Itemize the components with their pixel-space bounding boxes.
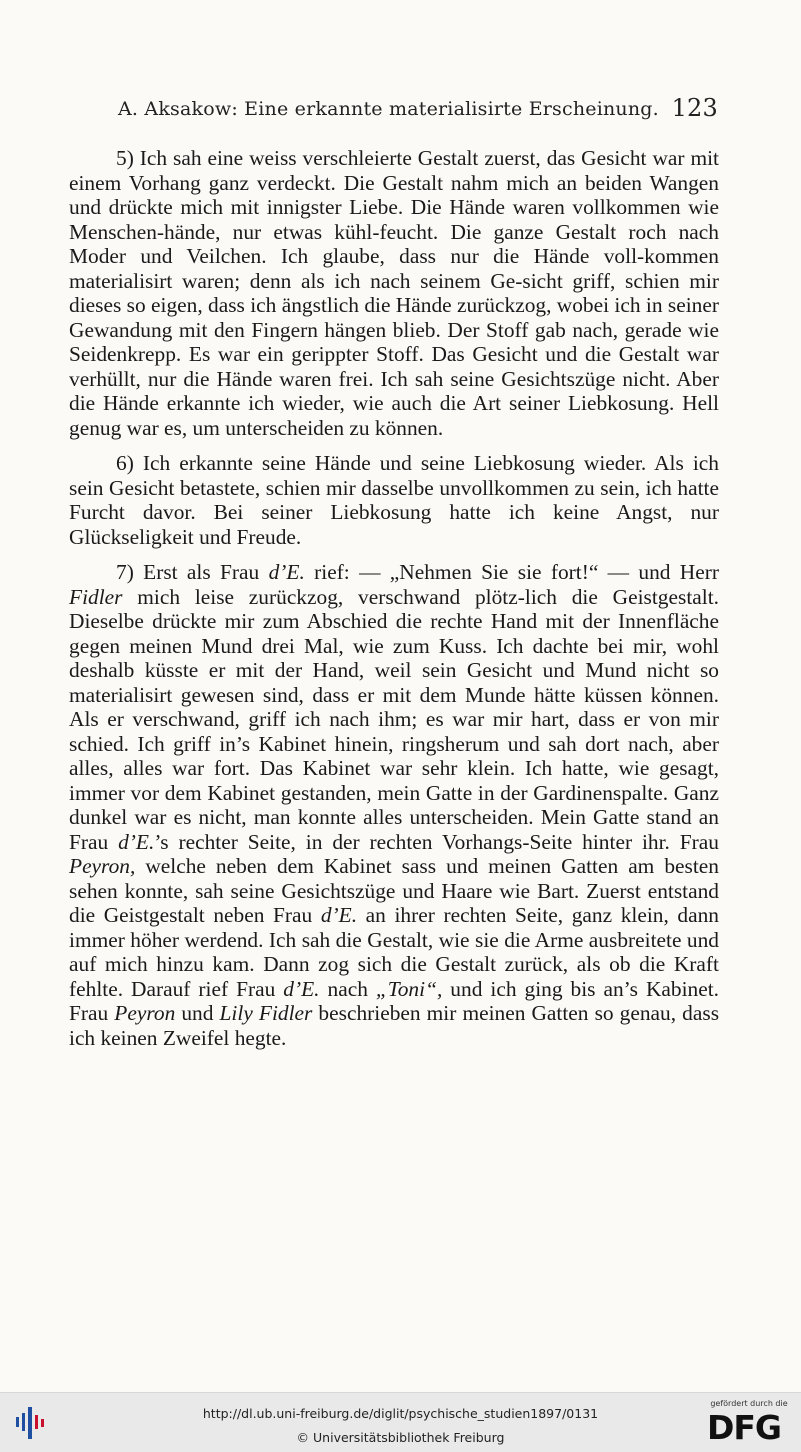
copyright-notice: © Universitätsbibliothek Freiburg bbox=[296, 1430, 505, 1445]
text-run: welche neben dem Kabinet sass und meinen Gatten am besten sehen konnte, sah seine Gesichtszüge und Haare wie Bart. Zuerst entstand die Geistgestalt neben Frau bbox=[69, 854, 719, 927]
dfg-logo-text: DFG bbox=[707, 1408, 782, 1447]
running-title: A. Aksakow: Eine erkannte materialisirte Erscheinung. bbox=[118, 98, 659, 120]
name-de: d’E. bbox=[283, 976, 320, 1001]
text-run: und ich ging bis an’s Kabinet. Frau bbox=[69, 976, 720, 1025]
paragraph-6: 6) Ich erkannte seine Hände und seine Liebkosung wieder. Als ich sein Gesicht betastete, schien mir dasselbe unvollkommen zu sein, ich hatte Furcht davor. Bei seiner Liebkosung hatte ich keine Angst, nur Glückseligkeit und Freude. bbox=[69, 451, 719, 549]
running-head bbox=[118, 94, 718, 124]
footer-bar bbox=[0, 1392, 801, 1452]
dfg-logo-icon bbox=[704, 1399, 794, 1447]
name-fidler: Fidler bbox=[69, 584, 123, 609]
name-peyron: Peyron bbox=[114, 1001, 176, 1025]
name-peyron: Peyron, bbox=[69, 854, 136, 878]
name-lily-fidler: Lily Fidler bbox=[219, 1001, 313, 1025]
text-run: ’s rechter Seite, in der rechten Vorhangs-Seite hinter ihr. Frau bbox=[154, 829, 719, 854]
name-toni: „Toni“, bbox=[375, 976, 443, 1001]
text-run: rief: — „Nehmen Sie sie fort!“ — und Herr bbox=[304, 560, 719, 584]
page-number: 123 bbox=[671, 94, 718, 122]
paragraph-7 bbox=[69, 560, 719, 1050]
text-run: und bbox=[175, 1001, 220, 1025]
text-run: mich leise zurückzog, verschwand plötz-lich die Geistgestalt. Dieselbe drückte mir zum Abschied die rechte Hand mit der Innenfläche gegen meinen Mund drei Mal, wie zum Kuss. Ich dachte bei mir, wohl deshalb küsste er mit der Hand, weil sein Gesicht und Mund nicht so materialisirt gewesen sind, dass er mit dem Munde hätte küssen können. Als er verschwand, griff ich nach ihm; es war mir hart, dass er von mir schied. Ich griff in’s Kabinet hinein, ringsherum und sah dort nach, aber alles, alles war fort. Das Kabinet war sehr klein. Ich hatte, wie gesagt, immer vor dem Kabinet gestanden, mein Gatte in der Gardinenspalte. Ganz dunkel war es nicht, man konnte alles unterscheiden. Mein Gatte stand an Frau bbox=[69, 584, 719, 854]
permalink-url[interactable]: http://dl.ub.uni-freiburg.de/diglit/psychische_studien1897/0131 bbox=[202, 1406, 599, 1421]
name-de: d’E. bbox=[320, 903, 358, 927]
paragraph-5: 5) Ich sah eine weiss verschleierte Gestalt zuerst, das Gesicht war mit einem Vorhang ganz verdeckt. Die Gestalt nahm mich an beiden Wangen und drückte mich mit innigster Liebe. Die Hände waren vollkommen wie Menschen-hände, nur etwas kühl-feucht. Die ganze Gestalt roch nach Moder und Veilchen. Ich glaube, dass nur die Hände voll-kommen materialisirt waren; denn als ich nach seinem Ge-sicht griff, schien mir dieses so eigen, dass ich ängstlich die Hände zurückzog, wobei ich in seiner Gewandung mit den Fingern hängen blieb. Der Stoff gab nach, gerade wie Seidenkrepp. Es war ein gerippter Stoff. Das Gesicht und die Gestalt war verhüllt, nur die Hände waren frei. Ich sah seine Gesichtszüge nicht. Aber die Hände erkannte ich wieder, wie auch die Art seiner Liebkosung. Hell genug war es, um unterscheiden zu können. bbox=[69, 146, 719, 440]
text-run: nach bbox=[319, 976, 376, 1001]
text-run: beschrieben mir meinen Gatten so genau, dass ich keinen Zweifel hegte. bbox=[69, 1001, 720, 1050]
text-run: an ihrer rechten Seite, ganz klein, dann immer höher werdend. Ich sah die Gestalt, wie sie die Arme ausbreitete und auf mich hinzu kam. Dann zog sich die Gestalt zurück, als ob die Kraft fehlte. Darauf rief Frau bbox=[69, 903, 719, 1001]
name-de: d’E. bbox=[268, 560, 305, 584]
name-de: d’E. bbox=[118, 829, 155, 854]
body-text bbox=[69, 146, 719, 1061]
text-run: 7) Erst als Frau bbox=[116, 560, 269, 584]
sponsor-caption: gefördert durch die bbox=[710, 1399, 788, 1408]
